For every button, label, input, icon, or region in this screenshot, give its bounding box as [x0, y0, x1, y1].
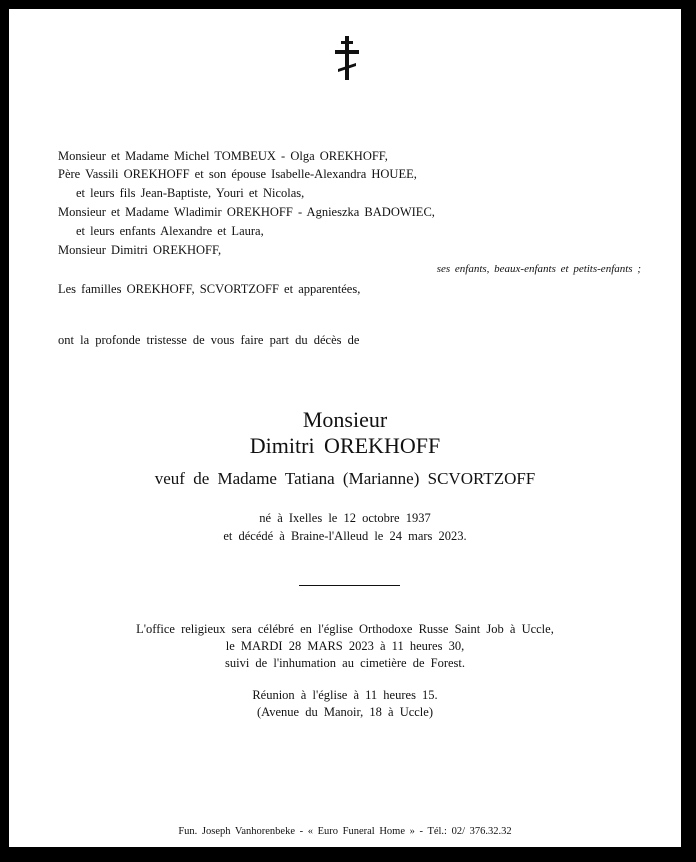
service-block [9, 621, 681, 672]
family-line: et leurs fils Jean-Baptiste, Youri et Nicolas, [76, 186, 305, 200]
orthodox-cross-icon [333, 36, 361, 85]
obituary-card [9, 9, 681, 847]
family-role-caption: ses enfants, beaux-enfants et petits-enfants ; [436, 263, 641, 275]
meeting-block [9, 687, 681, 721]
death-line: et décédé à Braine-l'Alleud le 24 mars 2023. [223, 529, 467, 543]
funeral-home-footer: Fun. Joseph Vanhorenbeke - « Euro Funeral Home » - Tél.: 02/ 376.32.32 [178, 826, 512, 837]
announcement-intro: ont la profonde tristesse de vous faire part du décès de [58, 333, 360, 347]
service-line: suivi de l'inhumation au cimetière de Forest. [225, 656, 465, 670]
birth-line: né à Ixelles le 12 octobre 1937 [259, 511, 431, 525]
family-line: Monsieur et Madame Wladimir OREKHOFF - Agnieszka BADOWIEC, [58, 205, 435, 219]
service-line: le MARDI 28 MARS 2023 à 11 heures 30, [225, 639, 465, 653]
family-line: Monsieur et Madame Michel TOMBEUX - Olga OREKHOFF, [58, 149, 388, 163]
birth-death-block [9, 509, 681, 545]
divider [299, 585, 400, 586]
deceased-honorific: Monsieur [302, 407, 388, 432]
family-line: et leurs enfants Alexandre et Laura, [76, 224, 264, 238]
meeting-line: Réunion à l'église à 11 heures 15. [252, 688, 438, 702]
deceased-widower-line: veuf de Madame Tatiana (Marianne) SCVORTZOFF [154, 469, 536, 488]
deceased-name: Dimitri OREKHOFF [249, 433, 441, 458]
family-line: Monsieur Dimitri OREKHOFF, [58, 243, 222, 257]
family-line: Père Vassili OREKHOFF et son épouse Isabelle-Alexandra HOUEE, [58, 167, 417, 181]
families-line: Les familles OREKHOFF, SCVORTZOFF et apparentées, [58, 282, 361, 296]
service-line: L'office religieux sera célébré en l'église Orthodoxe Russe Saint Job à Uccle, [136, 622, 554, 636]
meeting-address: (Avenue du Manoir, 18 à Uccle) [256, 705, 433, 719]
